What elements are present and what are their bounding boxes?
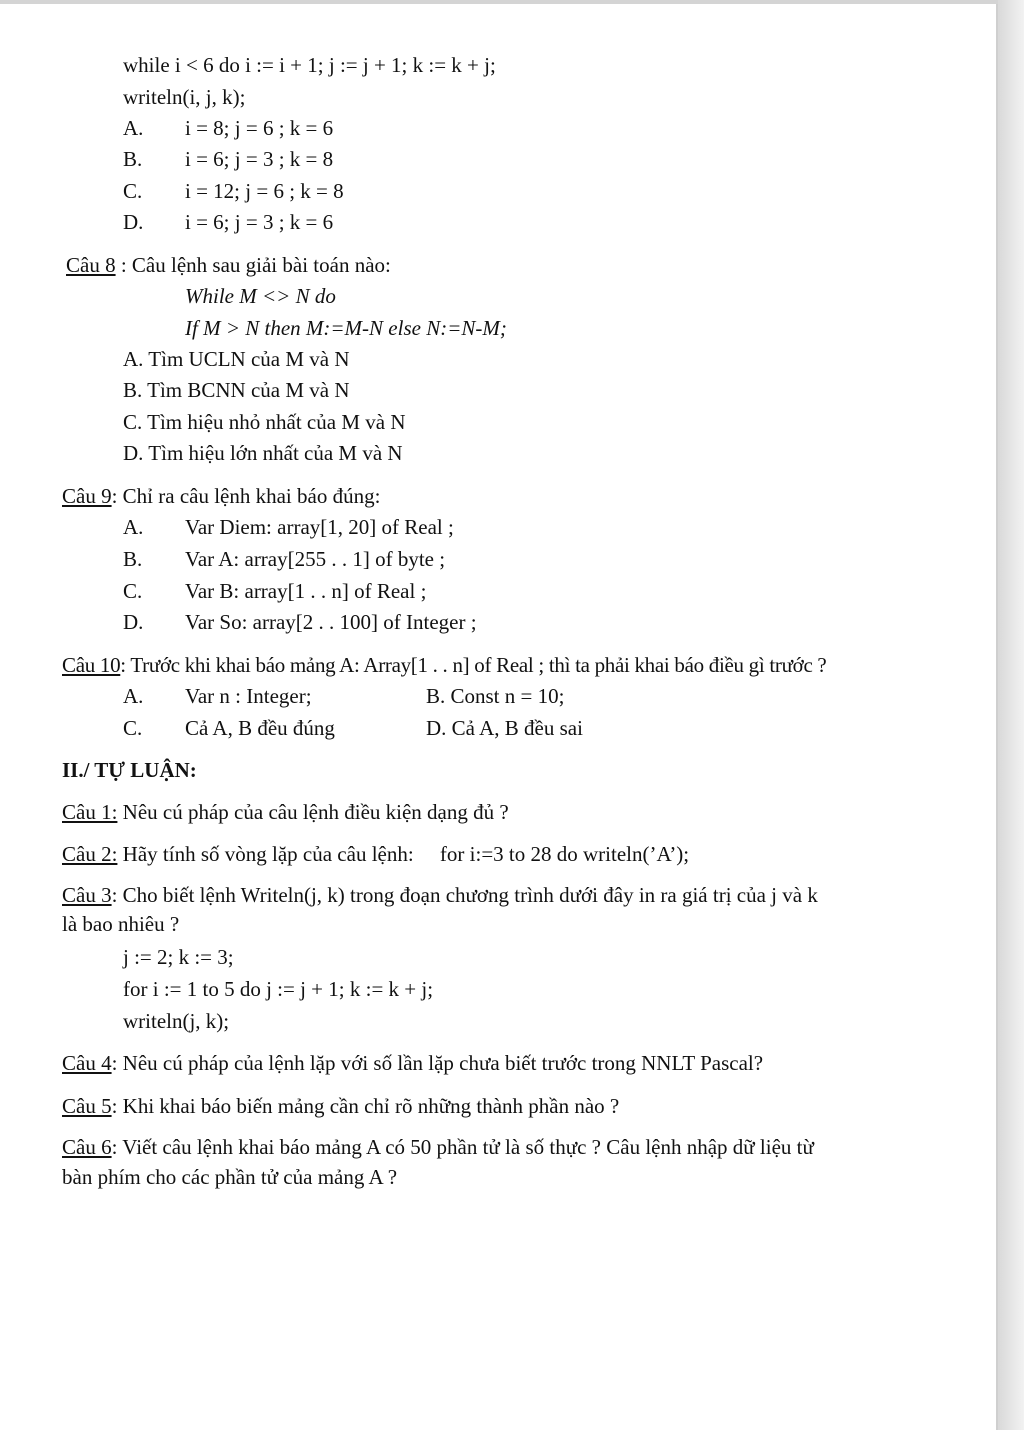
q9-option-b [123,546,445,572]
page-shadow-edge [998,0,1024,1430]
option-text: Var Diem: array[1, 20] of Real ; [185,515,454,539]
question-text: : Trước khi khai báo mảng A: Array[1 . . n] of Real ; thì ta phải khai báo điều gì trước ? [120,653,827,677]
essay-question-4 [62,1050,763,1076]
option-letter: A. [123,116,144,140]
question-text: : Viết câu lệnh khai báo mảng A có 50 phần tử là số thực ? Câu lệnh nhập dữ liệu từ [111,1135,814,1159]
option-text: Var n : Integer; [185,684,312,708]
code-line-while: while i < 6 do i := i + 1; j := j + 1; k := k + j; [123,53,496,77]
option-text: Var B: array[1 . . n] of Real ; [185,579,427,603]
question-text: : Nêu cú pháp của lệnh lặp với số lần lặp chưa biết trước trong NNLT Pascal? [111,1051,764,1075]
question-10 [62,652,826,678]
option-text: Cả A, B đều đúng [185,716,335,740]
question-9 [62,483,380,509]
q8-option-a: A. Tìm UCLN của M và N [123,347,350,371]
option-text: i = 6; j = 3 ; k = 6 [185,210,334,234]
option-letter: C. [123,579,143,603]
option-text: i = 12; j = 6 ; k = 8 [185,179,344,203]
e3-code-writeln: writeln(j, k); [123,1009,230,1033]
q8-option-d: D. Tìm hiệu lớn nhất của M và N [123,441,403,465]
question-label: Câu 4 [62,1051,112,1075]
essay-question-5 [62,1093,619,1119]
option-text: Var A: array[255 . . 1] of byte ; [185,547,446,571]
q9-option-a [123,514,454,540]
q9-option-d [123,609,477,635]
question-text: : Chỉ ra câu lệnh khai báo đúng: [111,484,381,508]
q7-option-c [123,178,344,204]
option-letter: B. [123,547,143,571]
code-line-writeln: writeln(i, j, k); [123,85,246,109]
page-top-border [0,0,1000,4]
essay-question-3 [62,882,818,908]
q8-option-b: B. Tìm BCNN của M và N [123,378,350,402]
q8-code-while: While M <> N do [185,284,336,308]
option-d-text: D. Cả A, B đều sai [426,716,583,740]
option-letter: A. [123,515,144,539]
option-letter: D. [123,610,144,634]
essay-question-3-cont: là bao nhiêu ? [62,912,180,936]
question-text: Nêu cú pháp của câu lệnh điều kiện dạng đủ ? [117,800,509,824]
question-text: : Cho biết lệnh Writeln(j, k) trong đoạn chương trình dưới đây in ra giá trị của j và k [111,883,818,907]
question-text: Hãy tính số vòng lặp của câu lệnh: for i:=3 to 28 do writeln(’A’); [117,842,690,866]
q7-option-b [123,146,333,172]
option-text: i = 6; j = 3 ; k = 8 [185,147,334,171]
question-label: Câu 8 [66,253,116,277]
q10-options-row-1 [123,683,723,709]
q7-option-d [123,209,333,235]
q8-code-if: If M > N then M:=M-N else N:=N-M; [185,316,507,340]
q7-option-a [123,115,333,141]
question-label: Câu 6 [62,1135,112,1159]
q9-option-c [123,578,426,604]
option-b-text: B. Const n = 10; [426,684,565,708]
q8-option-c: C. Tìm hiệu nhỏ nhất của M và N [123,410,406,434]
question-text: : Khi khai báo biến mảng cần chỉ rõ những thành phần nào ? [111,1094,620,1118]
question-label: Câu 2: [62,842,118,866]
question-label: Câu 3 [62,883,112,907]
essay-question-6 [62,1134,814,1160]
essay-question-2 [62,841,689,867]
essay-question-1 [62,799,509,825]
option-text: i = 8; j = 6 ; k = 6 [185,116,334,140]
question-label: Câu 9 [62,484,112,508]
question-label: Câu 10 [62,653,121,677]
option-letter: C. [123,716,143,740]
question-label: Câu 5 [62,1094,112,1118]
question-text: : Câu lệnh sau giải bài toán nào: [115,253,391,277]
option-letter: C. [123,179,143,203]
e3-code-for: for i := 1 to 5 do j := j + 1; k := k + j; [123,977,434,1001]
option-text: Var So: array[2 . . 100] of Integer ; [185,610,477,634]
q10-options-row-2 [123,715,723,741]
question-label: Câu 1: [62,800,118,824]
option-letter: B. [123,147,143,171]
essay-question-6-cont: bàn phím cho các phần tử của mảng A ? [62,1165,398,1189]
section-2-heading: II./ TỰ LUẬN: [62,758,197,782]
option-letter: A. [123,684,144,708]
question-8 [66,252,391,278]
option-letter: D. [123,210,144,234]
e3-code-assign: j := 2; k := 3; [123,945,234,969]
